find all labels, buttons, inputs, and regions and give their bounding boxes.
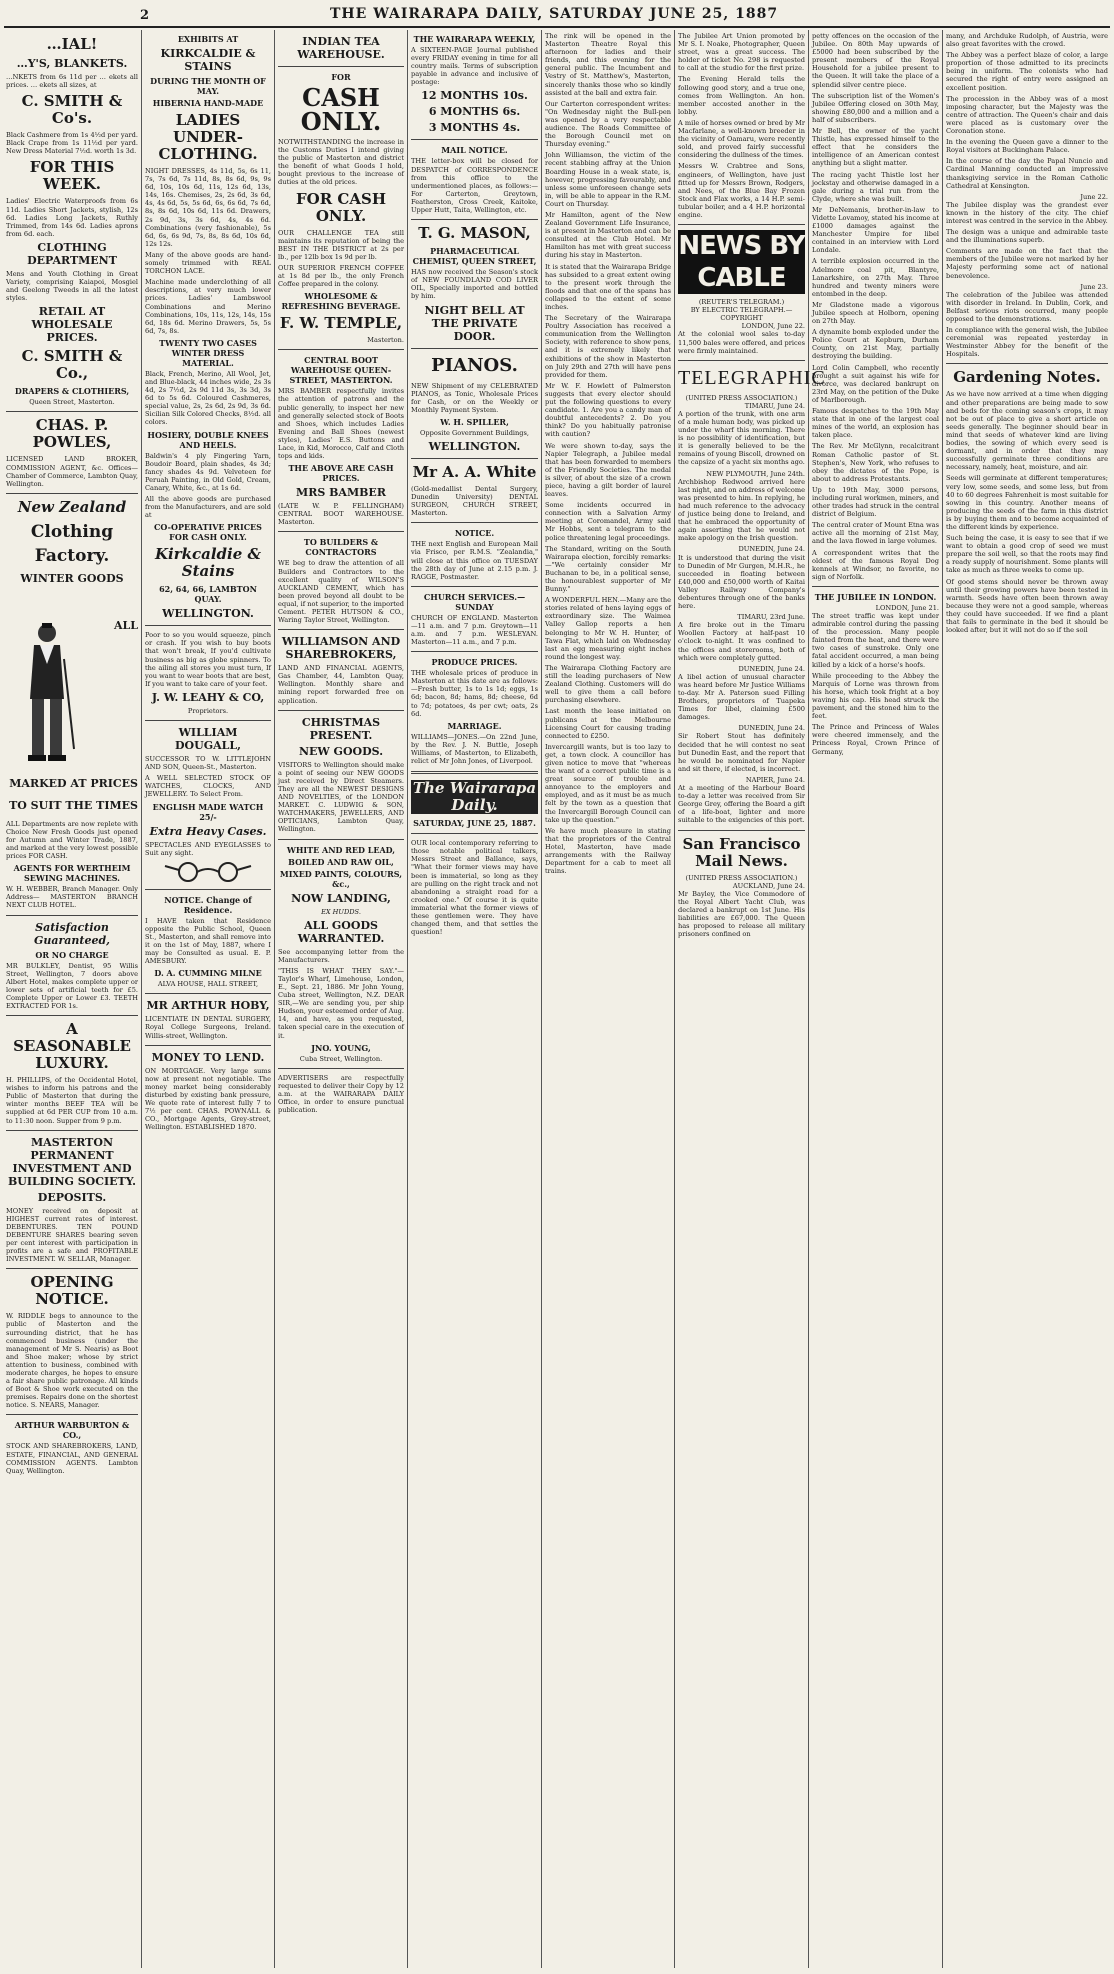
ad-headline: CO-OPERATIVE PRICES FOR CASH ONLY. (154, 522, 262, 543)
ad-headline: EXHIBITS AT (177, 34, 239, 44)
ad-headline: AGENTS FOR WERTHEIM SEWING MACHINES. (13, 863, 131, 884)
ad-headline: …IAL! (46, 35, 98, 53)
section-source: BY ELECTRIC TELEGRAPH.—COPYRIGHT (690, 306, 793, 323)
ad-headline: INDIAN TEA WAREHOUSE. (297, 35, 385, 61)
ad-subheadline: FOR (331, 72, 351, 82)
divider (6, 915, 138, 916)
article-paragraph: The Rev. Mr McGlynn, recalcitrant Roman Catholic pastor of St. Stephen's, New York, who refuses to obey the dictates of the Pope, is about to address Protestants. (812, 442, 939, 483)
ad-subheadline: DRAPERS & CLOTHIERS, (14, 386, 130, 397)
divider (411, 586, 538, 587)
article-paragraph: Messrs W. Crabtree and Sons, engineers, of Wellington, have just fitted up for Messrs Brown, Rodgers, and Nees, of the Blue Bay Frozen Stock and Flax works, a 14 H.P. semi-tubular boiler, and a 4 H.P. horizontal engine. (678, 162, 805, 219)
ad-body: (LATE W. P. FELLINGHAM) CENTRAL BOOT WAREHOUSE. Masterton. (278, 502, 404, 527)
ad-body: LAND AND FINANCIAL AGENTS, Gas Chamber, 44, Lambton Quay, Wellington. Monthly share and mining report forwarded free on application. (278, 664, 404, 705)
ad-headline: LADIES UNDER-CLOTHING. (158, 111, 258, 163)
article-paragraph: In the course of the day the Papal Nuncio and Cardinal Manning conducted an impressive thanksgiving service in the Roman Catholic Cathedral at Kensington. (946, 157, 1108, 190)
dateline: DUNEDIN, June 24. (738, 664, 805, 673)
ad-body: SUCCESSOR TO W. LITTLEJOHN AND SON, Queen-St., Masterton. (145, 755, 271, 772)
ad-body: (Gold-medallist Dental Surgery, Dunedin University) DENTAL SURGEON, CHURCH STREET, Masterton. (411, 484, 538, 518)
gentleman-illustration (12, 619, 82, 769)
ad-subheadline: WINTER GOODS (20, 571, 124, 585)
article-paragraph: Our Carterton correspondent writes: "On Wednesday night the Bull-pen was opened by a very respectable audience. The Roads Committee of the Borough Council met on Thursday evening." (545, 99, 671, 149)
section-heading: MAIL NOTICE. (441, 145, 508, 156)
divider (946, 363, 1108, 364)
column-3 (278, 32, 404, 1970)
ad-city: WELLINGTON. (428, 439, 521, 453)
ad-headline: CHRISTMAS PRESENT. (301, 715, 381, 742)
notice-body: THE letter-box will be closed for DESPATCH of CORRESPONDENCE from this office to the undermentioned places, as follows:— For Carterton, Greytown, Featherston, Cross Creek, Kaitoke, Upper Hutt, Taita, Wellington, etc. (411, 157, 538, 215)
ad-body: Machine made underclothing of all descriptions, at very much lower prices. Ladies' Lambswool Combinations and Merino Combinations, 10s, 11s, 12s, 14s, 15s 6d, 18s 6d. Merino Drawers, 5s, 5s 6d, 7s, 8s. (145, 278, 271, 335)
column-divider (141, 30, 142, 1968)
article-paragraph: Mr W. F. Howlett of Palmerston suggests that every elector should put the following questions to every candidate. 1. Are you a candy man of doubtful antecedents? 2. Do you think? Do you habitually patronise with caution? (545, 381, 671, 439)
ad-address: ALVA HOUSE, HALL STREET, (157, 980, 259, 989)
article-paragraph: The Standard, writing on the South Wairarapa election, forcibly remarks:—"We certainly consider Mr Buchanan to be, in a political sense, the honourablest supporter of Mr Bunny." (545, 544, 671, 594)
advertiser-name: C. SMITH & Co., (21, 347, 123, 383)
column-4 (411, 32, 538, 1970)
advertiser-name: D. A. CUMMING MILNE (154, 968, 262, 979)
ad-subheadline: WHOLESOME & REFRESHING BEVERAGE. (281, 291, 401, 312)
ad-body: W. RIDDLE begs to announce to the public of Masterton and the surrounding district, that he has commenced business (under the management of Mr S. Nearis) as Boot and Shoe maker; whose by strict attention to business, combined with moderate charges, he hopes to ensure a fair share public patronage. All kinds of Boot & Shoe work executed on the premises. Repairs done on the shortest notice. S. NEARS, Manager. (6, 1312, 138, 1410)
dateline: DUNEDIN, June 24. (738, 724, 805, 733)
advertiser-name: CHAS. P. POWLES, (32, 416, 112, 452)
ad-body: I HAVE taken that Residence opposite the Public School, Queen St., Masterton, and shall remove into it on the 1st of May, 1887, where I may be Consulted as usual. E. P. AMESBURY. (145, 916, 271, 966)
divider (145, 625, 271, 626)
article-paragraph: At a meeting of the Harbour Board to-day a letter was received from Sir George Grey, offering the Board a gift of a life-boat, lighter and more suitable to the exigencies of this port. (678, 784, 805, 825)
ad-body: Ladies' Electric Waterproofs from 6s 11d. Ladies Short Jackets, stylish, 12s 6d. Ladies Long Jackets, Ruthly Trimmed, from 14s 6d. Ladies aprons from 6d. each. (6, 197, 138, 238)
divider (278, 349, 404, 350)
article-paragraph: Archbishop Redwood arrived here last night, and on address of welcome was presented to him. In replying, he had much reference to the advocacy of justice being done to Ireland, and that he embraced the opportunity of again asserting that he would not make apology on the Irish question. (678, 477, 805, 543)
article-paragraph: Invercargill wants, but is too lazy to get, a town clock. A councillor has given notice to move that "whereas the want of a correct public time is a great source of trouble and annoyance to the employers and employed, and as it must be as much felt by the town as a question that the Invercargill Borough Council can take up the question." (545, 742, 671, 824)
advertiser-name: KIRKCALDIE & STAINS (160, 47, 256, 73)
article-paragraph: A mile of horses owned or bred by Mr Macfarlane, a well-known breeder in the vicinity of Oamaru, were recently sold, and proved fairly successful considering the dullness of the times. (678, 118, 805, 160)
article-paragraph: The design was a unique and admirable taste and the illuminations superb. (946, 228, 1108, 245)
ad-headline: THE WAIRARAPA WEEKLY, (413, 34, 536, 44)
ad-body: MR BULKLEY, Dentist, 95 Willis Street, Wellington, 7 doors above Albert Hotel, makes complete upper or lower sets of artificial teeth for £5. Complete Upper or Lower £3. TEETH EXTRACTED FOR 1s. (6, 961, 138, 1010)
ad-subheadline: …Y'S, BLANKETS. (16, 57, 128, 70)
ad-subheadline: HIBERNIA HAND-MADE (152, 98, 264, 108)
article-paragraph: The celebration of the Jubilee was attended with disorder in Ireland. In Dublin, Cork, and Belfast serious riots occurred, many people opposed to the demonstrations. (946, 290, 1108, 323)
advertiser-name: Kirkcaldie & Stains (154, 545, 262, 581)
article-paragraph: In compliance with the general wish, the Jubilee ceremonial was repeated yesterday in Westminster Abbey for the benefit of the Hospitals. (946, 326, 1108, 359)
article-paragraph: many, and Archduke Rudolph, of Austria, were also great favorites with the crowd. (946, 32, 1108, 49)
column-6 (678, 32, 826, 1970)
ad-body: LICENSED LAND BROKER, COMMISSION AGENT, &c. Offices—Chamber of Commerce, Lambton Quay, Wellington. (6, 455, 138, 488)
article-paragraph: The Jubilee display was the grandest ever known in the history of the city. The chief interest was centred in the service in the Abbey. (946, 200, 1108, 225)
ad-body: MRS BAMBER respectfully invites the attention of patrons and the public generally, to inspect her new and generally selected stock of Boots and Shoes, which includes Ladies Evening and Ball Shoes (newest styles), Ladies' E.S. Buttons and Lace, in Kid, Morocco, Calf and Cloth tops and kids. (278, 387, 404, 461)
ad-address: Cuba Street, Wellington. (299, 1054, 383, 1063)
divider (6, 1130, 138, 1131)
ad-city: WELLINGTON. (162, 607, 254, 621)
ad-body: A SIXTEEN-PAGE Journal published every FRIDAY evening in time for all country mails. Terms of subscription payable in advance and inclusive of postage: (411, 46, 538, 87)
article-paragraph: Mr Hamilton, agent of the New Zealand Government Life Insurance, is at present in Masterton and can be consulted at the Club Hotel. Mr Hamilton has met with great success during his stay in Masterton. (545, 210, 671, 260)
ad-headline: HOSIERY, DOUBLE KNEES AND HEELS. (147, 429, 269, 450)
section-heading: PRODUCE PRICES. (431, 657, 518, 668)
notice-body: ADVERTISERS are respectfully requested to deliver their Copy by 12 a.m. at the WAIRARAPA DAILY Office, in order to ensure punctual publication. (278, 1073, 404, 1115)
ad-subheadline: PHARMACEUTICAL CHEMIST, QUEEN STREET, (412, 246, 537, 267)
advertiser-name: C. SMITH & Co's. (21, 92, 123, 128)
divider (6, 1414, 138, 1415)
ad-body: OUR SUPERIOR FRENCH COFFEE at 1s 8d per lb., the only French Coffee prepared in the colony. (278, 263, 404, 289)
article-paragraph: As we have now arrived at a time when digging and other preparations are being made to sow and beds for the coming season's crops, it may not be out of place to give a short article on seeds generally. The beginner should bear in mind that seeds of whatever kind are living bodies, the sowing of which every seed is dormant, and in order that they may successfully germinate three conditions are necessary, namely, heat, moisture, and air. (946, 390, 1108, 472)
article-paragraph: We have much pleasure in stating that the proprietors of the Central Hotel, Masterton, have made arrangements with the Railway Department for a cab to meet all trains. (545, 826, 671, 876)
article-paragraph: A terrible explosion occurred in the Adelmore coal pit, Blantyre, Lanarkshire, on 27th May. Three hundred and twenty miners were entombed in the deep. (812, 257, 939, 298)
divider (278, 66, 404, 67)
article-paragraph: A fire broke out in the Timaru Woollen Factory at half-past 10 o'clock to-night. It was confined to the offices and storerooms, both of which were completely gutted. (678, 621, 805, 662)
section-heading: Gardening Notes. (953, 368, 1101, 387)
divider (6, 1268, 138, 1269)
divider (411, 771, 538, 774)
divider (278, 839, 404, 840)
ad-body: A WELL SELECTED STOCK OF WATCHES, CLOCKS, AND JEWELLERY. To Select From. (145, 774, 271, 799)
ad-body: Black Cashmere from 1s 4½d per yard. Black Crape from 1s 11½d per yard. New Dress Material 7½d. worth 1s 3d. (6, 131, 138, 156)
article-paragraph: Last month the lease initiated on publicans at the Melbourne Licensing Court for causing trading connected to £250. (545, 707, 671, 740)
article-paragraph: petty offences on the occasion of the Jubilee. On 80th May upwards of £5000 had been subscribed by the present members of the Royal Household for a jubilee present to the Queen. It will take the place of a splendid silver centre piece. (812, 32, 939, 89)
article-paragraph: Sir Robert Stout has definitely decided that he will contest no seat but Dunedin East, and the report that he would be nominated for Napier and sit there, if elected, is incorrect. (678, 732, 805, 773)
ad-body: NIGHT DRESSES, 4s 11d, 5s, 6s 11, 7s, 7s 6d, 7s 11d, 8s, 8s 6d, 9s, 9s 6d, 10s, 10s 6d, 11s, 12s 6d, 13s, 14s, 16s. Chemises, 2s, 2s 6d, 3s 6d, 4s, 4s 6d, 5s, 5s 6d, 6s, 6s 6d, 7s 6d, 8s, 8s 6d, 10s 6d, 11s 6d. Drawers, 2s 9d, 3s, 3s 6d, 4s, 4s 6d. Combinations (very fashionable), 5s 6d, 6s, 6s 9d, 7s, 8s, 8s 6d, 10s 6d, 12s 12s. (145, 167, 271, 248)
ad-headline: RETAIL AT WHOLESALE PRICES. (31, 305, 113, 345)
divider (411, 219, 538, 220)
article-paragraph: John Williamson, the victim of the recent stabbing affray at the Union Boarding House in a weak state, is, however, progressing favourably, and unless some unforeseen change sets in, will be able to appear in the R.M. Court on Thursday. (545, 151, 671, 208)
subscription-rate: 6 MONTHS 6s. (428, 105, 521, 119)
ad-headline: NOTICE. Change of Residence. (164, 894, 252, 915)
ad-subheadline: Proprietors. (187, 706, 229, 715)
ad-headline: TWENTY TWO CASES WINTER DRESS MATERIAL. (159, 337, 257, 368)
subscription-rate: 3 MONTHS 4s. (428, 121, 521, 135)
article-paragraph: The Prince and Princess of Wales were cheered immensely, and the Princess Royal, Crown Prince of Germany, (812, 723, 939, 756)
article-paragraph: The rink will be opened in the Masterton Theatre Royal this afternoon for ladies and their friends, and this evening for the general public. The Incumbent and Vestry of St. Matthew's, Masterton, sincerely thanks those who so kindly assisted at the ball and extra fair. (545, 32, 671, 97)
divider (145, 993, 271, 994)
dateline: TIMARU, 23rd June. (737, 613, 805, 622)
article-paragraph: Up to 19th May, 3000 persons, including rural workmen, miners, and other trades had struck in the central district of Belgium. (812, 485, 939, 519)
ad-headline: NIGHT BELL AT THE PRIVATE DOOR. (424, 303, 525, 343)
ad-headline: CASH ONLY. (300, 83, 382, 136)
ad-body: W. H. WEBBER, Branch Manager. Only Address— MASTERTON BRANCH NEXT CLUB HOTEL. (6, 885, 138, 910)
ad-headline: NOW LANDING, (291, 891, 391, 905)
ad-headline: ENGLISH MADE WATCH 25/- (152, 801, 264, 822)
divider (411, 522, 538, 523)
ad-headline: CLOTHING DEPARTMENT (27, 240, 117, 267)
divider (678, 224, 805, 225)
ad-body: OUR CHALLENGE TEA still maintains its reputation of being the BEST IN THE DISTRICT at 2s per lb., per 12lb box 1s 9d per lb. (278, 228, 404, 261)
article-paragraph: A WONDERFUL HEN.—Many are the stories related of hens laying eggs of extraordinary size. The Waimea Valley Gallop reports a hen belonging to Mr W. H. Hunter, of Tawa Flat, which laid on Wednesday last an egg measuring eight inches round the longest way. (545, 596, 671, 661)
notice-body: WILLIAMS—JONES.—On 22nd June, by the Rev. J. N. Buttle, Joseph Williams, of Masterton, to Elizabeth, relict of Mr John Jones, of Liverpool. (411, 732, 538, 766)
editorial-body: OUR local contemporary referring to those notable political talkers, Messrs Street and Ballance, says, "What their former views may have been is immaterial, so long as they are pulling on the right track and not abandoning a straight road for a crooked one." Of course it is quite immaterial what the former views of these gentlemen were. They have changed them, and that settles the question! (411, 839, 538, 937)
ad-address: Masterton. (367, 336, 404, 345)
article-paragraph: We were shown to-day, says the Napier Telegraph, a Jubilee medal that has been forwarded to members of the Friendly Societies. The medal is silver, of about the size of a crown piece, having a gilt border of laurel leaves. (545, 441, 671, 499)
section-source: (UNITED PRESS ASSOCIATION.) (685, 393, 798, 402)
article-paragraph: The procession in the Abbey was of a most imposing character, but the Majesty was the centre of attraction. The Queen's chair and dais were placed as is customary over the Coronation stone. (946, 94, 1108, 136)
column-5 (545, 32, 671, 1970)
ad-body: NOTWITHSTANDING the increase in the Customs Duties I intend giving the public of Masterton and district the benefit of what Goods I hold, bought previous to the increase of duties at the old prices. (278, 138, 404, 187)
ad-subheadline: OR NO CHARGE (35, 949, 109, 960)
ad-headline: Satisfaction Guaranteed, (33, 920, 111, 947)
masthead-rule (4, 26, 1110, 28)
dateline: LONDON, June 21. (875, 603, 939, 612)
article-paragraph: Mr DeNemanis, brother-in-law to Vidette Lovamoy, stated his income at £1000 damages against the Manchester Umpire for libel contained in an interview with Lord Londale. (812, 205, 939, 255)
ad-address: Queen Street, Masterton. (29, 398, 115, 407)
divider (411, 651, 538, 652)
divider (411, 348, 538, 349)
article-paragraph: Famous despatches to the 19th May state that in one of the largest coal mines of the world, an explosion has taken place. (812, 407, 939, 440)
section-banner: NEWS BY CABLE (678, 231, 805, 294)
notice-body: CHURCH OF ENGLAND. Masterton—11 a.m. and 7 p.m. Greytown—11 a.m. and 7 p.m. WESLEYAN. Masterton—11 a.m., and 7 p.m. (411, 613, 538, 647)
advertiser-name: T. G. MASON, (418, 224, 531, 243)
ad-body: STOCK AND SHAREBROKERS, LAND, ESTATE, FINANCIAL, AND GENERAL COMMISSION AGENTS. Lambton Quay, Wellington. (6, 1442, 138, 1475)
divider (278, 1068, 404, 1069)
ad-body: NEW Shipment of my CELEBRATED PIANOS, as Tonic, Wholesale Prices for Cash, or on the Weekly or Monthly Payment System. (411, 381, 538, 414)
subscription-rate: 12 MONTHS 10s. (421, 89, 528, 103)
ad-body: Many of the above goods are hand-somely trimmed with REAL TORCHON LACE. (145, 250, 271, 276)
section-heading: THE JUBILEE IN LONDON. (814, 591, 937, 602)
spectacles-illustration (163, 860, 253, 884)
divider (812, 586, 939, 587)
dateline: June 22. (1080, 192, 1108, 201)
divider (678, 360, 805, 361)
ad-body: Mens and Youth Clothing in Great Variety, comprising Kaiapoi, Mosgiel and Geelong Tweeds in all the latest styles. (6, 269, 138, 303)
ad-body: WE beg to draw the attention of all Builders and Contractors to the excellent quality of WILSON'S AUCKLAND CEMENT, which has been proved beyond all doubt to be equal, if not superior, to the imported Cement. PETER HUTSON & CO., Waring Taylor Street, Wellington. (278, 559, 404, 625)
dateline: TIMARU, June 24. (744, 401, 805, 410)
article-paragraph: The street traffic was kept under admirable control during the passing of the procession. Many people fainted from the heat, and there were two cases of sunstroke. Only one fatal accident occurred, a man being killed by a kick of a horse's hoofs. (812, 612, 939, 669)
column-divider (674, 30, 675, 1968)
column-8 (946, 32, 1108, 1970)
ad-body: H. PHILLIPS, of the Occidental Hotel, wishes to inform his patrons and the Public of Masterton that during the winter months BEEF TEA will be supplied at 6d PER CUP from 10 a.m. to 11:30 noon. Supper from 9 p.m. (6, 1076, 138, 1125)
ad-headline: New Zealand (17, 497, 127, 516)
editorial-date: SATURDAY, JUNE 25, 1887. (413, 818, 536, 829)
ad-address: 62, 64, 66, LAMBTON QUAY. (159, 584, 257, 605)
dateline: June 23. (1080, 282, 1108, 291)
column-1 (6, 32, 138, 1970)
divider (145, 889, 271, 890)
section-heading: NOTICE. (454, 528, 495, 539)
ad-body: …NKETS from 6s 11d per … ekets all prices. … ekets all sizes, at (6, 73, 138, 90)
ad-subheadline: THE ABOVE ARE CASH PRICES. (288, 463, 394, 484)
advertiser-name: MR ARTHUR HOBY, (146, 999, 270, 1013)
advertiser-name: Mr A. A. White (412, 462, 537, 481)
ad-headline: FOR THIS WEEK. (29, 158, 115, 194)
ad-body: ALL Departments are now replete with Choice New Fresh Goods just opened for Autumn and Winter Trade, 1887, and marked at the very lowest possible prices FOR CASH. (6, 819, 138, 861)
article-paragraph: A dynamite bomb exploded under the Police Court at Kepburn, Durham County, on 21st May, partially destroying the building. (812, 328, 939, 361)
article-paragraph: Of good stems should never be thrown away until their growing powers have been tested in warmth. Seeds have often been thrown away because they were not a good sample, whereas they could have succeeded. If we find a plant that fails to germinate in the bed it should be looked after, but it will not do so if the soil (946, 577, 1108, 635)
article-paragraph: In the evening the Queen gave a dinner to the Royal visitors at Buckingham Palace. (946, 138, 1108, 155)
column-divider (942, 30, 943, 1968)
ad-headline: MASTERTON PERMANENT INVESTMENT AND BUILDING SOCIETY. (8, 1135, 136, 1188)
ad-headline: FOR CASH ONLY. (296, 189, 386, 225)
article-paragraph: Seeds will germinate at different temperatures; very low, some seeds, and some less, but from 40 to 60 degrees Fahrenheit is most suitable for sowing in this country. Another means of producing the seeds of the farm in this district is by buying them and to become acquainted of the different kinds by experience. (946, 474, 1108, 531)
ad-headline: Extra Heavy Cases. (149, 824, 267, 838)
ad-headline: A SEASONABLE LUXURY. (13, 1020, 131, 1073)
article-paragraph: Mr Gladstone made a vigorous Jubilee speech at Holborn, opening on 27th May. (812, 300, 939, 326)
ad-body: Black, French, Merino, All Wool, Jet, and Blue-black, 44 inches wide, 2s 3s 4d, 2s 7½d, 2s 9d 11d 3s, 3s 3d, 3s 6d to 5s 6d. Coloured Cashmeres, special value, 2s, 2s 6d, 2s 9d, 3s 6d. Sicilian Silk Colored Checks, 8½d. all colors. (145, 369, 271, 427)
column-divider (541, 30, 542, 1968)
ad-body: See accompanying letter from the Manufacturers. (278, 947, 404, 964)
ad-subheadline: DEPOSITS. (37, 1190, 107, 1204)
section-heading: MARRIAGE. (447, 720, 502, 731)
article-paragraph: A libel action of unusual character was heard before Mr Justice Williams to-day. Mr A. Paterson sued Filling Brothers, proprietors of Tuapeka Times for libel, claiming £500 damages. (678, 672, 805, 722)
notice-body: THE wholesale prices of produce in Masterton at this date are as follows:—Fresh butter, 1s to 1s 1d; eggs, 1s 6d; bacon, 8d; hams, 8d; cheese, 6d to 7d; potatoes, 4s per cwt; oats, 2s 6d. (411, 669, 538, 718)
article-paragraph: The Jubilee Art Union promoted by Mr S. I. Noake, Photographer, Queen street, was a great success. The holder of ticket No. 298 is requested to call at the studio for the first prize. (678, 32, 805, 73)
section-banner: TELEGRAPHIC (678, 366, 826, 389)
advertiser-name: J. W. LEAHY & CO, (151, 690, 265, 704)
advertiser-name: JNO. YOUNG, (311, 1042, 371, 1053)
article-paragraph: The subscription list of the Women's Jubilee Offering closed on 30th May, showing £80,000 and a million and a half of subscribers. (812, 91, 939, 124)
article-paragraph: A correspondent writes that the oldest of the famous Royal Dog kennels at Windsor, no favorite, no sign of Norfolk. (812, 548, 939, 581)
divider (278, 710, 404, 711)
ad-body: VISITORS to Wellington should make a point of seeing our NEW GOODS just received by Direct Steamers. They are all the NEWEST DESIGNS AND NOVELTIES, of the LONDON MARKET. C. LUDWIG & SON, WATCHMAKERS, JEWELLERS, AND OPTICIANS, Lambton Quay, Wellington. (278, 760, 404, 834)
page-number: 2 (140, 8, 150, 23)
advertiser-name: W. H. SPILLER, (440, 416, 509, 427)
divider (278, 531, 404, 532)
newspaper-title: THE WAIRARAPA DAILY, SATURDAY JUNE 25, 1887 (330, 6, 779, 22)
ad-address: Opposite Government Buildings, (420, 428, 529, 437)
column-2 (145, 32, 271, 1970)
advertiser-name: WILLIAMSON AND SHAREBROKERS, (281, 635, 401, 662)
advertiser-name: ARTHUR WARBURTON & CO., (14, 1420, 130, 1441)
notice-body: THE next English and European Mail via Frisco, per R.M.S. "Zealandia," will close at this office on TUESDAY the 28th day of June at 2.15 p.m. J. RAGGE, Postmaster. (411, 540, 538, 581)
ad-body: ON MORTGAGE. Very large sums now at present not negotiable. The money market being considerably disturbed by existing bank pressure, We quote rate of interest fully 7 to 7½ per cent. CHAS. POWNALL & CO., Mortgage Agents, Grey-street, Wellington. ESTABLISHED 1870. (145, 1066, 271, 1132)
divider (411, 139, 538, 140)
article-paragraph: It is understood that during the visit to Dunedin of Mr Gurgen, M.H.R., he succeeded in floating between £40,000 and £50,000 worth of Kaitai Valley Railway Company's debentures through one of the banks here. (678, 553, 805, 611)
divider (145, 1045, 271, 1046)
advertiser-name: MRS BAMBER (296, 486, 386, 500)
dateline: LONDON, June 22. (741, 322, 805, 331)
divider (6, 493, 138, 494)
column-7 (812, 32, 939, 1970)
masthead (0, 6, 1114, 28)
ad-body: LICENTIATE IN DENTAL SURGERY, Royal College Surgeons, Ireland. Willis-street, Wellington. (145, 1015, 271, 1040)
article-paragraph: While proceeding to the Abbey the Marquis of Lorne was thrown from his horse, which took fright at a boy waving his cap. His head struck the pavement, and the stoned him to the feet. (812, 671, 939, 721)
ad-body: Poor to so you would squeeze, pinch or crash. If you wish to buy boots that won't break, If you'd cultivate business as big as globe spinners. To the ailing all stores you must turn, If you want to wear boots that are best, If you want to take care of your feet. (145, 631, 271, 688)
column-divider (407, 30, 408, 1968)
section-heading: CHURCH SERVICES.—SUNDAY (423, 591, 526, 612)
ad-body: MONEY received on deposit at HIGHEST current rates of interest. DEBENTURES. TEN POUND DEBENTURE SHARES bearing seven per cent interest with participation in profits are a safe and PROFITABLE INVESTMENT. W. SELLAR, Manager. (6, 1206, 138, 1264)
divider (278, 629, 404, 630)
divider (6, 1015, 138, 1016)
advertiser-name: F. W. TEMPLE, (279, 314, 403, 333)
ad-headline: WHITE AND RED LEAD, (286, 844, 396, 855)
ad-body: All the above goods are purchased from the Manufacturers, and are sold at (145, 495, 271, 520)
ad-headline: CENTRAL BOOT WAREHOUSE QUEEN-STREET, MASTERTON. (289, 355, 393, 386)
ad-headline: TO BUILDERS & CONTRACTORS (303, 537, 379, 558)
divider (411, 458, 538, 459)
dateline: AUCKLAND, June 24. (732, 881, 805, 890)
article-paragraph: Some incidents occurred in connection with a Salvation Army meeting at Coromandel, Army said Mr Hobbs, sent a telegram to the police threatening legal proceedings. (545, 501, 671, 542)
article-paragraph: At the colonial wool sales to-day 11,500 bales were offered, and prices were firmly maintained. (678, 330, 805, 355)
advertiser-name: WILLIAM DOUGALL, (175, 726, 241, 753)
section-source: (UNITED PRESS ASSOCIATION.) (685, 873, 798, 882)
section-heading: San Francisco Mail News. (682, 834, 801, 870)
article-paragraph: Such being the case, it is easy to see that if we want to obtain a good crop of seed we must prepare the soil well, so that the roots may find a ready supply of nourishment. Some plants will take as much as three weeks to come up. (946, 534, 1108, 575)
ad-headline: MIXED PAINTS, COLOURS, &c., (279, 868, 403, 889)
dateline: NAPIER, June 24. (745, 775, 805, 784)
dateline: DUNEDIN, June 24. (738, 545, 805, 554)
article-paragraph: It is stated that the Wairarapa Bridge has subsided to a great extent owing to the present work through the floods and that one of the spans has collapsed to the extent of some inches. (545, 262, 671, 311)
article-paragraph: The Secretary of the Wairarapa Poultry Association has received a communication from the Wellington Society, with reference to show pens, and it is extremely likely that exhibitions of the show in Masterton on July 29th and 27th will have pens provided for them. (545, 314, 671, 379)
article-paragraph: Mr Bayley, the Vice Commodore of the Royal Albert Yacht Club, was declared a bankrupt on 1st June. His liabilities are £67,000. The Queen has proposed to release all military prisoners confined on (678, 889, 805, 939)
divider (411, 833, 538, 834)
article-paragraph: The Evening Herald tells the following good story, and a true one, comes from Wellington. An hon. member accosted another in the lobby. (678, 75, 805, 116)
column-divider (274, 30, 275, 1968)
divider (678, 830, 805, 831)
column-divider (808, 30, 809, 1968)
editorial-masthead: The Wairarapa Daily. (412, 779, 537, 815)
article-paragraph: A portion of the trunk, with one arm of a male human body, was picked up under the wharf this morning. There is no possibility of identification, but it is generally believed to be the remains of young Biscoll, drowned on the capsize of a yacht six months ago. (678, 409, 805, 467)
article-paragraph: The racing yacht Thistle lost her jockstay and otherwise damaged in a gale during a trial run from the Clyde, where she was built. (812, 170, 939, 203)
ad-headline: BOILED AND RAW OIL, (288, 856, 394, 867)
ad-subheadline: EX HUDDS. (321, 907, 361, 916)
ad-headline: ALL GOODS WARRANTED. (297, 918, 385, 945)
ad-body: Baldwin's 4 ply Fingering Yarn, Boudoir Board, plain shades, 4s 3d; fancy shades 4s 9d. Velveteen for Peruah Painting, in Old Gold, Cream, Canary, White, &c., at 1s 6d. (145, 451, 271, 492)
ad-headline: PIANOS. (431, 354, 518, 376)
divider (6, 411, 138, 412)
article-paragraph: The Wairarapa Clothing Factory are still the leading purchasers of New Zealand Clothing. Customers will do well to give them a call before purchasing elsewhere. (545, 663, 671, 705)
ad-headline: OPENING NOTICE. (30, 1273, 114, 1309)
ad-headline: MONEY TO LEND. (151, 1050, 265, 1064)
ad-subheadline: DURING THE MONTH OF MAY. (150, 76, 266, 96)
ad-body: HAS now received the Season's stock of NEW FOUNDLAND COD LIVER OIL, Specially imported and bottled by him. (411, 268, 538, 301)
section-source: (REUTER'S TELEGRAM.) (698, 298, 785, 307)
dateline: NEW PLYMOUTH, June 24th. (706, 469, 805, 478)
article-paragraph: The central crater of Mount Etna was active all the morning of 21st May, and the lava flowed in large volumes. (812, 521, 939, 546)
ad-slogan: ALL MARKED AT PRICES TO SUIT THE TIMES (9, 618, 138, 812)
article-paragraph: Lord Colin Campbell, who recently brought a suit against his wife for divorce, was declared bankrupt on 23rd May, on the petition of the Duke of Marlborough. (812, 363, 939, 404)
ad-body: "THIS IS WHAT THEY SAY."— Taylor's Wharf, Limehouse, London, E., Sept. 21, 1886. Mr John Young, Cuba street, Wellington, N.Z. DEAR SIR,—We are sending you, per ship Hudson, your esteemed order of Aug. 14, and have, as you requested, taken special care in the execution of it. (278, 966, 404, 1040)
ad-headline: Clothing Factory. (30, 521, 114, 566)
ad-body: SPECTACLES AND EYEGLASSES to Suit any sight. (145, 840, 271, 857)
article-paragraph: Comments are made on the fact that the members of the Jubilee were not marked by her Majesty performing some act of national benevolence. (946, 247, 1108, 280)
article-paragraph: The Abbey was a perfect blaze of color, a large proportion of those admitted to its precincts being in uniform. The colonists who had secured the right of entry were assigned an excellent position. (946, 51, 1108, 92)
divider (145, 720, 271, 721)
article-paragraph: Mr Bell, the owner of the yacht Thistle, has expressed himself to the effect that he considers the intelligence of an American contest anything but a slight matter. (812, 127, 939, 168)
ad-subheadline: NEW GOODS. (298, 744, 384, 758)
